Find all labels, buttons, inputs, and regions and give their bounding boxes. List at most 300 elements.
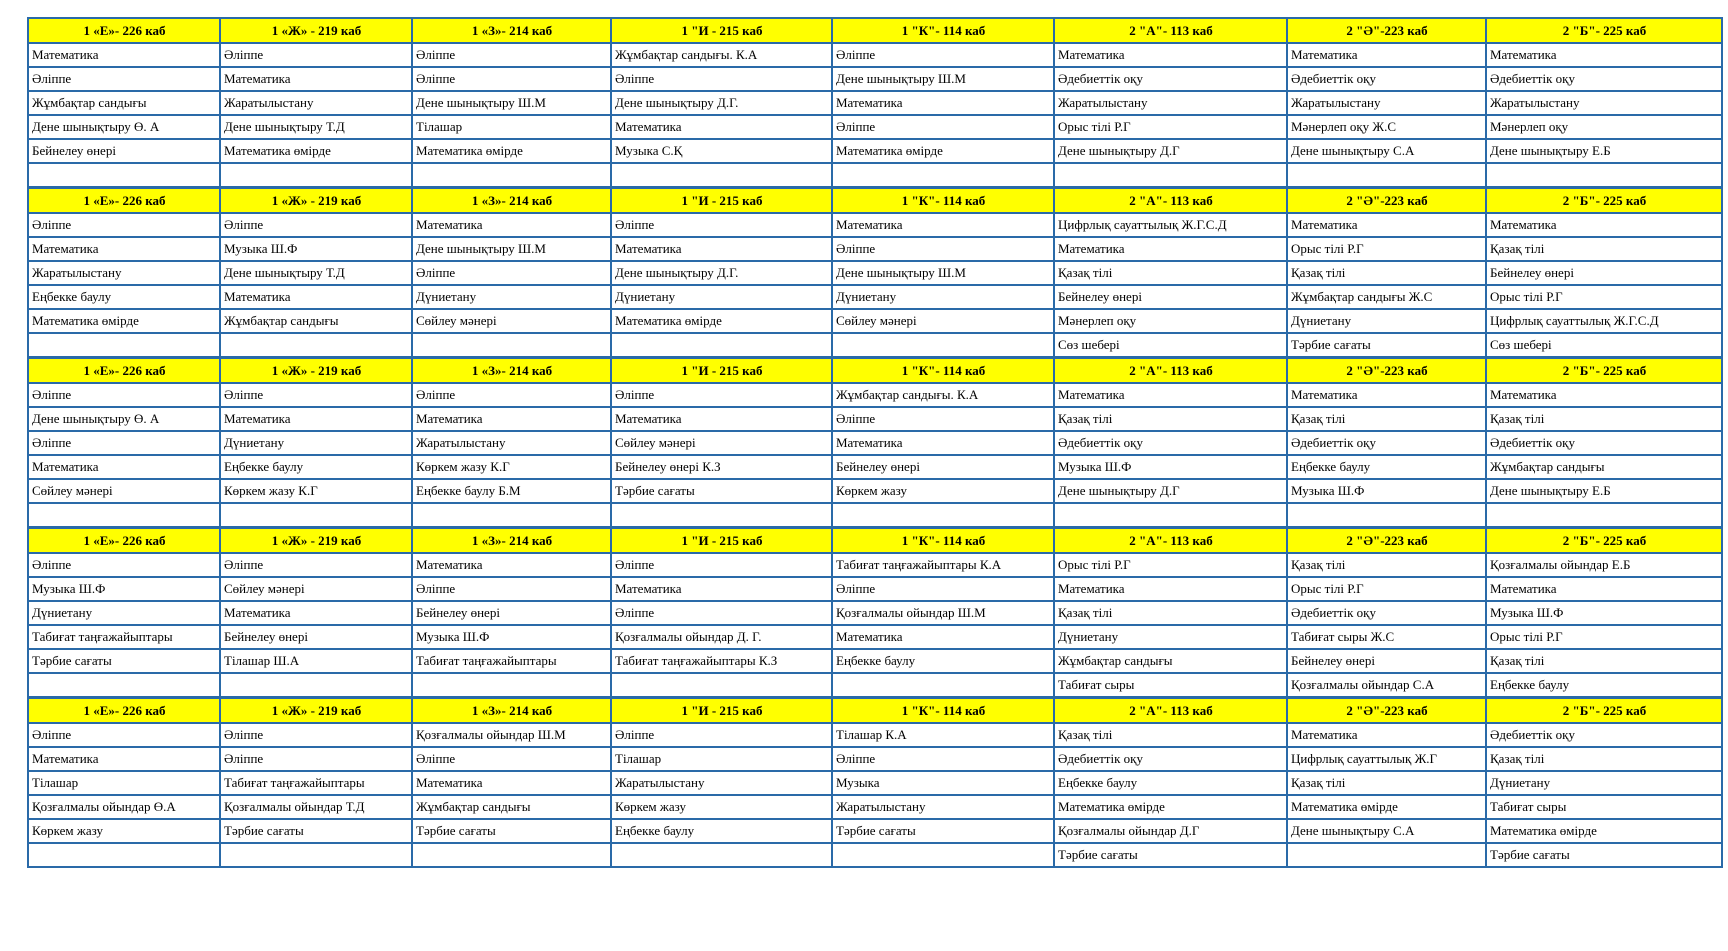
lesson-cell: Табиғат таңғажайыптары К.А: [832, 553, 1054, 577]
lesson-cell: Жұмбақтар сандығы. К.А: [611, 43, 832, 67]
lesson-cell: Дене шынықтыру Е.Б: [1486, 479, 1722, 503]
lesson-cell: Математика: [1287, 43, 1486, 67]
lesson-cell: Әдебиеттік оқу: [1287, 601, 1486, 625]
lesson-cell: [28, 673, 220, 698]
lesson-cell: Математика: [611, 577, 832, 601]
class-header-cell: 2 "Ә"-223 каб: [1287, 188, 1486, 214]
lesson-cell: [832, 843, 1054, 867]
lesson-cell: Сөз шебері: [1486, 333, 1722, 358]
lesson-cell: Қазақ тілі: [1287, 261, 1486, 285]
lesson-cell: Бейнелеу өнері: [1054, 285, 1287, 309]
lesson-cell: Әліппе: [412, 67, 611, 91]
lesson-cell: Музыка Ш.Ф: [220, 237, 412, 261]
lesson-cell: Қазақ тілі: [1486, 747, 1722, 771]
lesson-cell: Орыс тілі Р.Г: [1287, 577, 1486, 601]
class-header-cell: 2 "Б"- 225 каб: [1486, 698, 1722, 724]
lesson-cell: Тәрбие сағаты: [1054, 843, 1287, 867]
lesson-row: [28, 237, 1722, 261]
lesson-cell: Қазақ тілі: [1054, 407, 1287, 431]
lesson-cell: Дүниетану: [28, 601, 220, 625]
class-header-cell: 1 "К"- 114 каб: [832, 698, 1054, 724]
lesson-cell: Еңбекке баулу: [1287, 455, 1486, 479]
lesson-cell: Табиғат таңғажайыптары: [28, 625, 220, 649]
header-row: [28, 358, 1722, 384]
lesson-cell: Әліппе: [220, 213, 412, 237]
lesson-cell: Қазақ тілі: [1054, 601, 1287, 625]
lesson-cell: Көркем жазу К.Г: [412, 455, 611, 479]
lesson-cell: [412, 503, 611, 528]
lesson-cell: Әліппе: [832, 237, 1054, 261]
lesson-cell: Әліппе: [220, 383, 412, 407]
lesson-cell: Математика: [412, 213, 611, 237]
lesson-cell: Әдебиеттік оқу: [1287, 431, 1486, 455]
lesson-cell: Дүниетану: [220, 431, 412, 455]
lesson-row: [28, 431, 1722, 455]
lesson-cell: Әліппе: [832, 43, 1054, 67]
lesson-row: [28, 503, 1722, 528]
class-header-cell: 2 "Ә"-223 каб: [1287, 698, 1486, 724]
class-header-cell: 1 "К"- 114 каб: [832, 358, 1054, 384]
lesson-row: [28, 747, 1722, 771]
lesson-cell: Математика: [611, 237, 832, 261]
lesson-cell: Әліппе: [832, 115, 1054, 139]
lesson-cell: Музыка: [832, 771, 1054, 795]
lesson-row: [28, 67, 1722, 91]
lesson-cell: [220, 333, 412, 358]
lesson-row: [28, 577, 1722, 601]
lesson-cell: Жұмбақтар сандығы: [28, 91, 220, 115]
lesson-cell: Жұмбақтар сандығы Ж.С: [1287, 285, 1486, 309]
lesson-cell: Қазақ тілі: [1486, 649, 1722, 673]
class-header-cell: 1 «Ж» - 219 каб: [220, 18, 412, 43]
lesson-cell: Қазақ тілі: [1287, 553, 1486, 577]
lesson-cell: Дүниетану: [1287, 309, 1486, 333]
lesson-cell: Бейнелеу өнері: [832, 455, 1054, 479]
lesson-cell: Математика: [832, 625, 1054, 649]
lesson-cell: [220, 163, 412, 188]
class-header-cell: 1 «З»- 214 каб: [412, 698, 611, 724]
lesson-row: [28, 455, 1722, 479]
schedule-body: [28, 18, 1722, 867]
header-row: [28, 528, 1722, 554]
lesson-cell: Бейнелеу өнері: [412, 601, 611, 625]
lesson-cell: [1287, 843, 1486, 867]
lesson-cell: [611, 333, 832, 358]
class-header-cell: 1 «Ж» - 219 каб: [220, 358, 412, 384]
lesson-cell: Жаратылыстану: [28, 261, 220, 285]
lesson-cell: Жаратылыстану: [220, 91, 412, 115]
lesson-cell: Көркем жазу К.Г: [220, 479, 412, 503]
class-header-cell: 1 "И - 215 каб: [611, 528, 832, 554]
lesson-cell: Жұмбақтар сандығы: [220, 309, 412, 333]
lesson-cell: Қазақ тілі: [1054, 723, 1287, 747]
lesson-cell: [28, 503, 220, 528]
lesson-cell: Математика: [832, 431, 1054, 455]
lesson-cell: Бейнелеу өнері: [1287, 649, 1486, 673]
lesson-cell: [412, 673, 611, 698]
lesson-cell: Қозғалмалы ойындар Е.Б: [1486, 553, 1722, 577]
lesson-cell: Қозғалмалы ойындар Ө.А: [28, 795, 220, 819]
lesson-cell: Дене шынықтыру Ө. А: [28, 115, 220, 139]
lesson-cell: Дене шынықтыру Д.Г.: [611, 261, 832, 285]
lesson-cell: Әліппе: [611, 601, 832, 625]
lesson-cell: Әліппе: [28, 383, 220, 407]
class-header-cell: 1 «Е»- 226 каб: [28, 528, 220, 554]
lesson-cell: Математика өмірде: [832, 139, 1054, 163]
lesson-cell: Табиғат сыры: [1486, 795, 1722, 819]
lesson-cell: Математика: [1054, 577, 1287, 601]
lesson-row: [28, 139, 1722, 163]
lesson-cell: Дүниетану: [1054, 625, 1287, 649]
lesson-cell: Орыс тілі Р.Г: [1486, 625, 1722, 649]
lesson-cell: Еңбекке баулу: [220, 455, 412, 479]
class-header-cell: 2 "Ә"-223 каб: [1287, 358, 1486, 384]
lesson-cell: Тілашар: [412, 115, 611, 139]
lesson-cell: Математика: [611, 115, 832, 139]
class-header-cell: 1 "К"- 114 каб: [832, 18, 1054, 43]
lesson-cell: [1054, 163, 1287, 188]
lesson-cell: Математика өмірде: [412, 139, 611, 163]
lesson-cell: [611, 673, 832, 698]
lesson-cell: Тәрбие сағаты: [832, 819, 1054, 843]
lesson-cell: Математика өмірде: [1054, 795, 1287, 819]
class-header-cell: 2 "Б"- 225 каб: [1486, 188, 1722, 214]
lesson-cell: Математика: [1054, 237, 1287, 261]
lesson-cell: Тәрбие сағаты: [28, 649, 220, 673]
lesson-cell: [611, 843, 832, 867]
lesson-cell: Тәрбие сағаты: [1486, 843, 1722, 867]
lesson-cell: Математика: [220, 407, 412, 431]
class-header-cell: 1 «Е»- 226 каб: [28, 358, 220, 384]
lesson-cell: [832, 333, 1054, 358]
lesson-cell: Әліппе: [412, 577, 611, 601]
lesson-cell: Жұмбақтар сандығы. К.А: [832, 383, 1054, 407]
class-header-cell: 1 «З»- 214 каб: [412, 528, 611, 554]
lesson-cell: [1486, 163, 1722, 188]
lesson-cell: [611, 163, 832, 188]
lesson-row: [28, 407, 1722, 431]
lesson-row: [28, 213, 1722, 237]
lesson-cell: Дүниетану: [412, 285, 611, 309]
lesson-cell: Жұмбақтар сандығы: [412, 795, 611, 819]
lesson-cell: Математика: [220, 285, 412, 309]
lesson-cell: Әліппе: [220, 723, 412, 747]
lesson-cell: Математика: [28, 455, 220, 479]
lesson-cell: [412, 843, 611, 867]
lesson-cell: Әліппе: [220, 747, 412, 771]
lesson-cell: Әліппе: [611, 723, 832, 747]
lesson-cell: Табиғат сыры: [1054, 673, 1287, 698]
lesson-cell: Математика: [611, 407, 832, 431]
lesson-cell: Математика өмірде: [220, 139, 412, 163]
header-row: [28, 698, 1722, 724]
lesson-cell: Қозғалмалы ойындар Ш.М: [412, 723, 611, 747]
lesson-cell: [220, 673, 412, 698]
lesson-cell: Сөйлеу мәнері: [412, 309, 611, 333]
lesson-cell: Жұмбақтар сандығы: [1486, 455, 1722, 479]
lesson-row: [28, 553, 1722, 577]
lesson-row: [28, 383, 1722, 407]
class-header-cell: 1 «З»- 214 каб: [412, 358, 611, 384]
lesson-cell: Табиғат таңғажайыптары: [220, 771, 412, 795]
lesson-cell: [832, 503, 1054, 528]
class-header-cell: 1 "К"- 114 каб: [832, 188, 1054, 214]
lesson-cell: Әліппе: [611, 67, 832, 91]
lesson-cell: Тілашар Ш.А: [220, 649, 412, 673]
class-header-cell: 1 «Е»- 226 каб: [28, 18, 220, 43]
lesson-cell: Еңбекке баулу: [1486, 673, 1722, 698]
lesson-cell: Әліппе: [412, 383, 611, 407]
lesson-cell: [1287, 503, 1486, 528]
lesson-cell: Мәнерлеп оқу: [1486, 115, 1722, 139]
lesson-row: [28, 163, 1722, 188]
lesson-cell: Әдебиеттік оқу: [1054, 67, 1287, 91]
lesson-cell: Математика: [220, 601, 412, 625]
class-header-cell: 2 "Б"- 225 каб: [1486, 18, 1722, 43]
class-header-cell: 2 "А"- 113 каб: [1054, 18, 1287, 43]
class-header-cell: 2 "А"- 113 каб: [1054, 188, 1287, 214]
lesson-cell: Еңбекке баулу: [1054, 771, 1287, 795]
lesson-cell: Тілашар: [28, 771, 220, 795]
lesson-row: [28, 91, 1722, 115]
lesson-cell: Математика: [1287, 213, 1486, 237]
lesson-cell: Музыка Ш.Ф: [412, 625, 611, 649]
lesson-cell: Дене шынықтыру Д.Г: [1054, 139, 1287, 163]
lesson-cell: [220, 843, 412, 867]
lesson-cell: Қазақ тілі: [1486, 237, 1722, 261]
lesson-cell: [220, 503, 412, 528]
lesson-cell: Тілашар К.А: [832, 723, 1054, 747]
lesson-cell: [1054, 503, 1287, 528]
lesson-cell: Сөйлеу мәнері: [28, 479, 220, 503]
lesson-cell: Әліппе: [412, 261, 611, 285]
lesson-cell: Дене шынықтыру Ш.М: [412, 91, 611, 115]
lesson-cell: Әліппе: [412, 43, 611, 67]
lesson-row: [28, 673, 1722, 698]
class-header-cell: 2 "Ә"-223 каб: [1287, 528, 1486, 554]
lesson-cell: Әліппе: [28, 431, 220, 455]
lesson-cell: [28, 843, 220, 867]
lesson-cell: Сөйлеу мәнері: [611, 431, 832, 455]
lesson-row: [28, 771, 1722, 795]
lesson-cell: Жаратылыстану: [832, 795, 1054, 819]
lesson-cell: Математика: [1486, 577, 1722, 601]
lesson-cell: Әдебиеттік оқу: [1486, 67, 1722, 91]
lesson-cell: Орыс тілі Р.Г: [1054, 115, 1287, 139]
lesson-cell: Дүниетану: [1486, 771, 1722, 795]
lesson-cell: Қозғалмалы ойындар С.А: [1287, 673, 1486, 698]
lesson-cell: Әліппе: [832, 577, 1054, 601]
lesson-cell: Әдебиеттік оқу: [1054, 431, 1287, 455]
lesson-row: [28, 479, 1722, 503]
lesson-cell: Қозғалмалы ойындар Ш.М: [832, 601, 1054, 625]
lesson-cell: Цифрлық сауаттылық Ж.Г.С.Д: [1486, 309, 1722, 333]
lesson-row: [28, 625, 1722, 649]
lesson-cell: [1287, 163, 1486, 188]
schedule-table: [27, 17, 1723, 868]
lesson-cell: Математика: [832, 91, 1054, 115]
lesson-cell: Жаратылыстану: [611, 771, 832, 795]
lesson-cell: Тәрбие сағаты: [412, 819, 611, 843]
lesson-cell: Әліппе: [220, 43, 412, 67]
lesson-cell: Дене шынықтыру Д.Г.: [611, 91, 832, 115]
lesson-cell: Дүниетану: [611, 285, 832, 309]
lesson-cell: Дене шынықтыру Д.Г: [1054, 479, 1287, 503]
lesson-cell: Еңбекке баулу: [832, 649, 1054, 673]
lesson-cell: Әліппе: [220, 553, 412, 577]
lesson-cell: Бейнелеу өнері: [220, 625, 412, 649]
lesson-cell: Жаратылыстану: [1486, 91, 1722, 115]
lesson-cell: [412, 163, 611, 188]
header-row: [28, 18, 1722, 43]
lesson-cell: Жаратылыстану: [1287, 91, 1486, 115]
lesson-cell: Әліппе: [412, 747, 611, 771]
lesson-cell: Қазақ тілі: [1486, 407, 1722, 431]
lesson-row: [28, 843, 1722, 867]
lesson-cell: [611, 503, 832, 528]
lesson-row: [28, 795, 1722, 819]
class-header-cell: 1 «Ж» - 219 каб: [220, 698, 412, 724]
lesson-cell: Математика: [832, 213, 1054, 237]
lesson-cell: Әдебиеттік оқу: [1287, 67, 1486, 91]
class-header-cell: 2 "А"- 113 каб: [1054, 528, 1287, 554]
lesson-row: [28, 649, 1722, 673]
lesson-cell: Математика: [220, 67, 412, 91]
lesson-cell: Әліппе: [611, 553, 832, 577]
lesson-cell: Табиғат таңғажайыптары: [412, 649, 611, 673]
class-header-cell: 2 "А"- 113 каб: [1054, 698, 1287, 724]
lesson-cell: Қазақ тілі: [1287, 407, 1486, 431]
lesson-row: [28, 819, 1722, 843]
lesson-cell: Әліппе: [832, 747, 1054, 771]
lesson-cell: Математика: [1486, 213, 1722, 237]
lesson-cell: Дене шынықтыру Ш.М: [412, 237, 611, 261]
lesson-cell: Жаратылыстану: [1054, 91, 1287, 115]
lesson-cell: [28, 163, 220, 188]
class-header-cell: 1 «З»- 214 каб: [412, 188, 611, 214]
lesson-cell: Әдебиеттік оқу: [1054, 747, 1287, 771]
lesson-cell: Математика өмірде: [1486, 819, 1722, 843]
lesson-cell: Цифрлық сауаттылық Ж.Г: [1287, 747, 1486, 771]
lesson-cell: Музыка Ш.Ф: [1486, 601, 1722, 625]
class-header-cell: 1 "И - 215 каб: [611, 358, 832, 384]
lesson-cell: Математика: [28, 43, 220, 67]
lesson-cell: Дене шынықтыру Ө. А: [28, 407, 220, 431]
lesson-cell: Дене шынықтыру С.А: [1287, 139, 1486, 163]
lesson-cell: Қозғалмалы ойындар Д. Г.: [611, 625, 832, 649]
lesson-cell: Музыка Ш.Ф: [1054, 455, 1287, 479]
class-header-cell: 2 "Б"- 225 каб: [1486, 528, 1722, 554]
lesson-cell: Табиғат таңғажайыптары К.З: [611, 649, 832, 673]
class-header-cell: 1 "И - 215 каб: [611, 698, 832, 724]
lesson-cell: Математика: [28, 747, 220, 771]
lesson-cell: Жұмбақтар сандығы: [1054, 649, 1287, 673]
lesson-cell: Дене шынықтыру С.А: [1287, 819, 1486, 843]
lesson-cell: Табиғат сыры Ж.С: [1287, 625, 1486, 649]
lesson-cell: Сөз шебері: [1054, 333, 1287, 358]
lesson-cell: Математика: [1486, 383, 1722, 407]
lesson-cell: Орыс тілі Р.Г: [1486, 285, 1722, 309]
lesson-row: [28, 43, 1722, 67]
lesson-cell: Музыка Ш.Ф: [1287, 479, 1486, 503]
class-header-cell: 1 «З»- 214 каб: [412, 18, 611, 43]
lesson-cell: [28, 333, 220, 358]
class-header-cell: 1 "К"- 114 каб: [832, 528, 1054, 554]
lesson-cell: Көркем жазу: [28, 819, 220, 843]
lesson-cell: Әліппе: [611, 383, 832, 407]
lesson-cell: Математика: [28, 237, 220, 261]
lesson-cell: Әліппе: [28, 553, 220, 577]
lesson-cell: [412, 333, 611, 358]
lesson-cell: Бейнелеу өнері К.З: [611, 455, 832, 479]
lesson-cell: Дене шынықтыру Е.Б: [1486, 139, 1722, 163]
lesson-cell: Көркем жазу: [832, 479, 1054, 503]
lesson-cell: Музыка С.Қ: [611, 139, 832, 163]
lesson-row: [28, 309, 1722, 333]
lesson-cell: Математика: [1486, 43, 1722, 67]
class-header-cell: 1 "И - 215 каб: [611, 18, 832, 43]
lesson-cell: [832, 673, 1054, 698]
lesson-cell: Жаратылыстану: [412, 431, 611, 455]
class-header-cell: 1 "И - 215 каб: [611, 188, 832, 214]
lesson-row: [28, 601, 1722, 625]
lesson-cell: Дене шынықтыру Ш.М: [832, 67, 1054, 91]
lesson-cell: Мәнерлеп оқу Ж.С: [1287, 115, 1486, 139]
lesson-cell: Қазақ тілі: [1054, 261, 1287, 285]
lesson-cell: Қозғалмалы ойындар Д.Г: [1054, 819, 1287, 843]
lesson-cell: Орыс тілі Р.Г: [1287, 237, 1486, 261]
lesson-cell: Әліппе: [28, 723, 220, 747]
lesson-cell: Әліппе: [611, 213, 832, 237]
lesson-cell: [1486, 503, 1722, 528]
lesson-cell: Математика: [1287, 723, 1486, 747]
lesson-cell: Сөйлеу мәнері: [832, 309, 1054, 333]
class-header-cell: 2 "Ә"-223 каб: [1287, 18, 1486, 43]
lesson-cell: Цифрлық сауаттылық Ж.Г.С.Д: [1054, 213, 1287, 237]
class-header-cell: 1 «Е»- 226 каб: [28, 698, 220, 724]
lesson-cell: Еңбекке баулу: [28, 285, 220, 309]
lesson-cell: Орыс тілі Р.Г: [1054, 553, 1287, 577]
lesson-cell: Тілашар: [611, 747, 832, 771]
class-header-cell: 1 «Ж» - 219 каб: [220, 188, 412, 214]
lesson-cell: Математика: [1287, 383, 1486, 407]
lesson-cell: Тәрбие сағаты: [220, 819, 412, 843]
lesson-cell: Әдебиеттік оқу: [1486, 723, 1722, 747]
lesson-cell: Математика: [1054, 43, 1287, 67]
lesson-cell: Математика өмірде: [1287, 795, 1486, 819]
lesson-cell: Бейнелеу өнері: [28, 139, 220, 163]
header-row: [28, 188, 1722, 214]
class-header-cell: 1 «Ж» - 219 каб: [220, 528, 412, 554]
lesson-cell: Математика: [412, 407, 611, 431]
lesson-cell: Еңбекке баулу: [611, 819, 832, 843]
lesson-cell: Әліппе: [832, 407, 1054, 431]
lesson-cell: Әдебиеттік оқу: [1486, 431, 1722, 455]
lesson-cell: Тәрбие сағаты: [611, 479, 832, 503]
lesson-cell: Дене шынықтыру Т.Д: [220, 261, 412, 285]
lesson-cell: Қозғалмалы ойындар Т.Д: [220, 795, 412, 819]
lesson-cell: [832, 163, 1054, 188]
lesson-cell: Еңбекке баулу Б.М: [412, 479, 611, 503]
lesson-cell: Математика: [412, 553, 611, 577]
lesson-cell: Математика өмірде: [28, 309, 220, 333]
lesson-row: [28, 723, 1722, 747]
lesson-cell: Математика: [1054, 383, 1287, 407]
lesson-row: [28, 261, 1722, 285]
lesson-row: [28, 285, 1722, 309]
lesson-cell: Сөйлеу мәнері: [220, 577, 412, 601]
lesson-row: [28, 115, 1722, 139]
